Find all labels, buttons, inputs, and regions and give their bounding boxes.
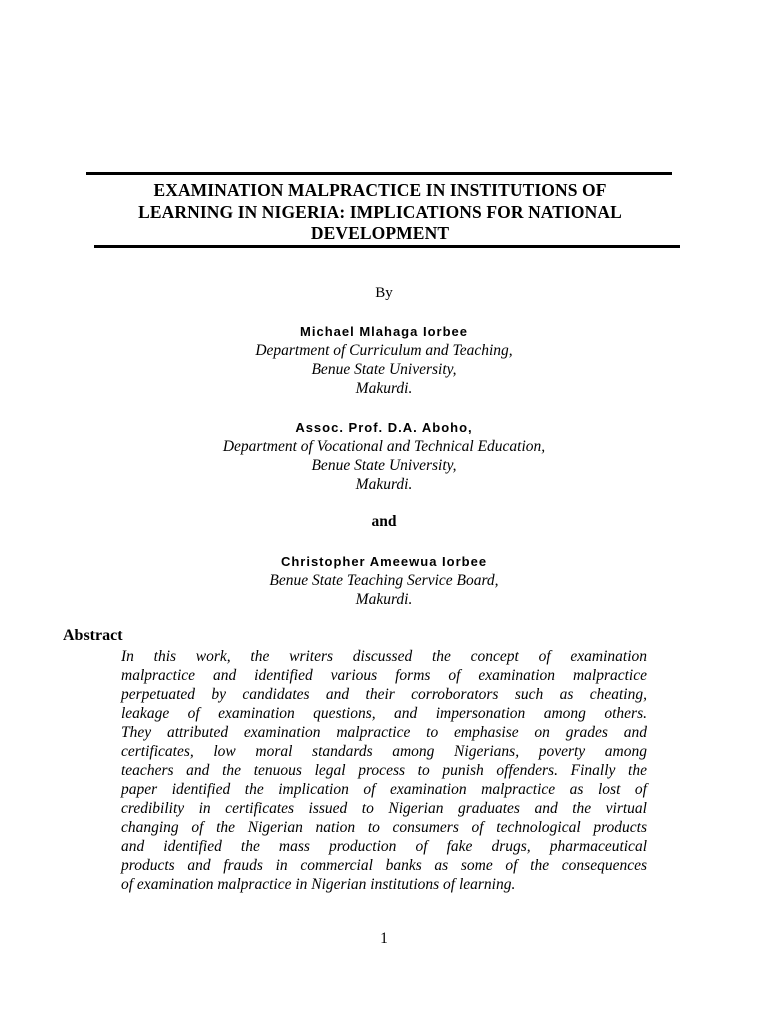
- by-line: By: [375, 285, 393, 301]
- author-affiliation-line: Department of Curriculum and Teaching,: [255, 342, 513, 359]
- abstract-body: [121, 647, 647, 894]
- and-separator: and: [371, 513, 397, 530]
- abstract-line: perpetuated by candidates and their corroborators such as cheating,: [121, 686, 647, 703]
- author-name: Assoc. Prof. D.A. Aboho,: [295, 420, 473, 435]
- paper-title: [80, 180, 680, 245]
- title-bottom-rule: [94, 245, 680, 248]
- author-name: Christopher Ameewua Iorbee: [280, 554, 488, 569]
- author-affiliation-line: Benue State University,: [311, 361, 457, 378]
- author-affiliation-line: Department of Vocational and Technical Education,: [222, 438, 546, 455]
- author-affiliation-line: Makurdi.: [355, 380, 413, 397]
- abstract-line: and identified the mass production of fake drugs, pharmaceutical: [121, 838, 647, 855]
- abstract-line: changing of the Nigerian nation to consumers of technological products: [121, 819, 647, 836]
- author-affiliation-line: Makurdi.: [355, 476, 413, 493]
- author-block-1: [0, 322, 768, 398]
- abstract-line: paper identified the implication of examination malpractice as lost of: [121, 781, 647, 798]
- title-line: LEARNING IN NIGERIA: IMPLICATIONS FOR NATIONAL: [138, 201, 622, 222]
- abstract-heading: Abstract: [63, 627, 123, 644]
- abstract-line: malpractice and identified various forms of examination malpractice: [121, 667, 647, 684]
- abstract-line: products and frauds in commercial banks as some of the consequences: [121, 857, 647, 874]
- author-block-3: [0, 552, 768, 609]
- author-name: Michael Mlahaga Iorbee: [300, 324, 468, 339]
- author-affiliation-line: Benue State University,: [311, 457, 457, 474]
- author-affiliation-line: Makurdi.: [355, 591, 413, 608]
- title-line: DEVELOPMENT: [310, 223, 450, 243]
- author-block-2: [0, 418, 768, 494]
- abstract-line: credibility in certificates issued to Nigerian graduates and the virtual: [121, 800, 647, 817]
- abstract-line: certificates, low moral standards among Nigerians, poverty among: [121, 743, 647, 760]
- title-line: EXAMINATION MALPRACTICE IN INSTITUTIONS OF: [153, 180, 607, 200]
- abstract-line: In this work, the writers discussed the concept of examination: [121, 648, 647, 665]
- abstract-line: They attributed examination malpractice to emphasise on grades and: [121, 724, 647, 741]
- abstract-line: of examination malpractice in Nigerian institutions of learning.: [121, 876, 516, 893]
- title-top-rule: [86, 172, 672, 175]
- abstract-line: leakage of examination questions, and impersonation among others.: [121, 705, 647, 722]
- abstract-line: teachers and the tenuous legal process to punish offenders. Finally the: [121, 762, 647, 779]
- author-affiliation-line: Benue State Teaching Service Board,: [269, 572, 499, 589]
- page-number: 1: [380, 930, 388, 947]
